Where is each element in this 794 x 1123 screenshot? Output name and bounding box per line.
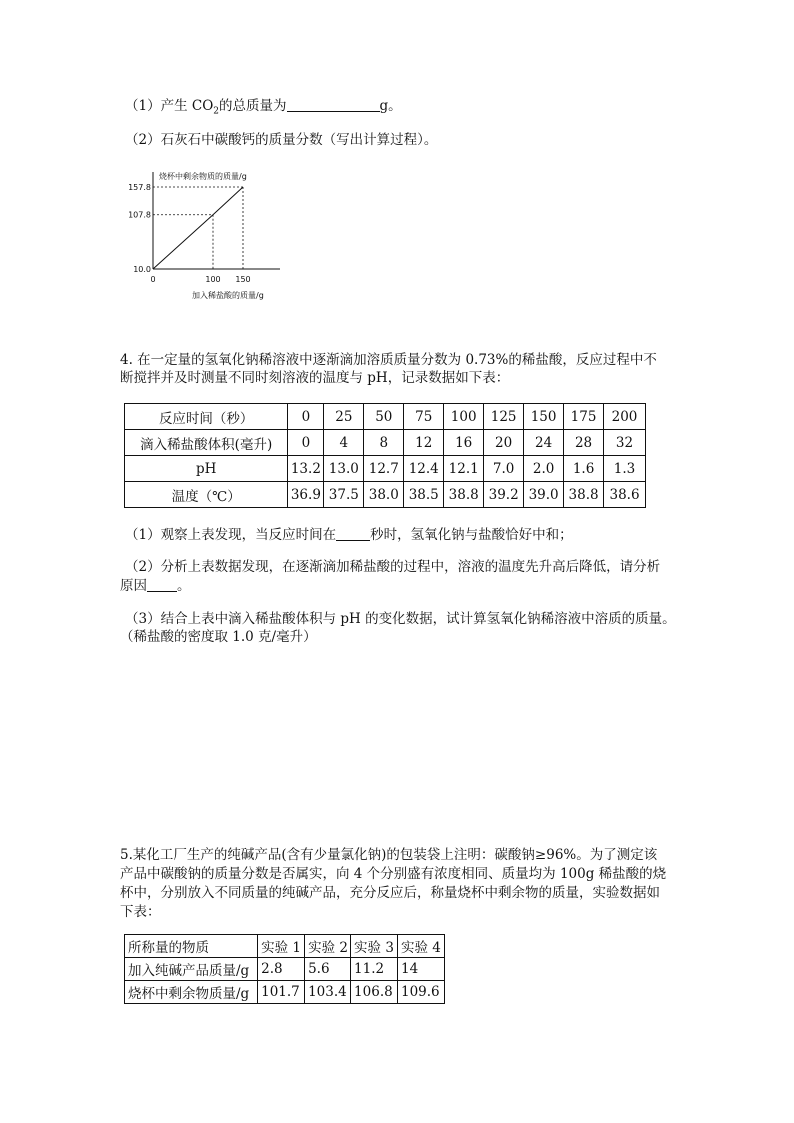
table-cell: 20	[484, 430, 524, 456]
q3-part1	[125, 96, 402, 122]
q4-sub3-line1: （3）结合上表中滴入稀盐酸体积与 pH 的变化数据，试计算氢氧化钠稀溶液中溶质的质量。	[125, 611, 676, 627]
reaction-data-table	[124, 403, 646, 508]
table-cell: 0	[288, 430, 324, 456]
row-label: 滴入稀盐酸体积(毫升)	[125, 430, 288, 456]
q5-line1: 5.某化工厂生产的纯碱产品(含有少量氯化钠)的包装袋上注明：碳酸钠≥96%。为了测定该	[120, 847, 658, 863]
q4-time-blank[interactable]	[336, 526, 370, 541]
table-cell: 2.0	[524, 456, 564, 482]
q4-sub2-line1: （2）分析上表数据发现，在逐渐滴加稀盐酸的过程中，溶液的温度先升高后降低，请分析	[125, 559, 661, 575]
x-axis-label: 加入稀盐酸的质量/g	[192, 291, 264, 300]
q3-part1-unit: g。	[379, 98, 402, 114]
table-cell: 4	[324, 430, 364, 456]
q3-part1-prefix: （1）产生 CO	[125, 98, 214, 114]
table-cell: 200	[604, 404, 646, 430]
q4-reason-blank[interactable]	[147, 577, 177, 592]
header-cell: 实验 3	[351, 935, 398, 958]
q4-intro-line2: 断搅拌并及时测量不同时刻溶液的温度与 pH，记录数据如下表：	[120, 370, 510, 386]
table-cell: 50	[364, 404, 404, 430]
table-cell: 12.4	[404, 456, 444, 482]
q4-sub3-line2: （稀盐酸的密度取 1.0 克/毫升）	[120, 629, 317, 645]
table-cell: 38.8	[564, 482, 604, 508]
x-tick-label: 150	[235, 275, 251, 284]
table-row	[125, 430, 646, 456]
table-cell: 38.5	[404, 482, 444, 508]
table-cell: 24	[524, 430, 564, 456]
row-label: 反应时间（秒）	[125, 404, 288, 430]
table-cell: 109.6	[398, 981, 445, 1004]
table-cell: 38.8	[444, 482, 484, 508]
table-cell: 125	[484, 404, 524, 430]
q3-part2: （2）石灰石中碳酸钙的质量分数（写出计算过程）。	[125, 132, 438, 148]
q4-sub2-suffix: 。	[177, 578, 191, 594]
table-cell: 2.8	[258, 958, 305, 981]
table-cell: 103.4	[305, 981, 351, 1004]
x-tick-label: 0	[150, 275, 156, 284]
y-axis-label: 烧杯中剩余物质的质量/g	[159, 172, 247, 181]
header-cell: 实验 2	[305, 935, 351, 958]
table-cell: 8	[364, 430, 404, 456]
row-label: 加入纯碱产品质量/g	[125, 958, 258, 981]
row-label: 温度（℃）	[125, 482, 288, 508]
q5-line3: 杯中，分别放入不同质量的纯碱产品，充分反应后，称量烧杯中剩余物的质量，实验数据如	[120, 885, 660, 901]
table-cell: 13.0	[324, 456, 364, 482]
table-cell: 75	[404, 404, 444, 430]
table-cell: 37.5	[324, 482, 364, 508]
table-cell: 38.6	[604, 482, 646, 508]
table-row	[125, 404, 646, 430]
row-label: 烧杯中剩余物质量/g	[125, 981, 258, 1004]
table-cell: 28	[564, 430, 604, 456]
q4-sub2-prefix: 原因	[120, 578, 147, 594]
y-tick-label: 107.8	[128, 210, 151, 220]
table-cell: 7.0	[484, 456, 524, 482]
table-cell: 106.8	[351, 981, 398, 1004]
table-row	[125, 958, 445, 981]
header-cell: 实验 1	[258, 935, 305, 958]
row-label: pH	[125, 456, 288, 482]
x-tick-label: 100	[205, 275, 221, 284]
q4-sub1	[125, 525, 573, 545]
table-cell: 32	[604, 430, 646, 456]
q3-answer-blank[interactable]	[287, 97, 380, 112]
q3-part1-subscript: 2	[213, 106, 220, 117]
table-row	[125, 981, 445, 1004]
y-tick-label: 157.8	[128, 183, 151, 192]
table-cell: 101.7	[258, 981, 305, 1004]
q4-sub1-suffix: 秒时，氢氧化钠与盐酸恰好中和；	[370, 527, 573, 543]
y-tick-label: 10.0	[133, 265, 151, 274]
header-cell: 实验 4	[398, 935, 445, 958]
q5-line4: 下表：	[120, 904, 161, 920]
q3-part1-middle: 的总质量为	[219, 98, 287, 114]
table-cell: 39.0	[524, 482, 564, 508]
table-cell: 5.6	[305, 958, 351, 981]
q5-line2: 产品中碳酸钠的质量分数是否属实，向 4 个分别盛有浓度相同、质量均为 100g 稀盐酸的烧	[120, 866, 667, 882]
q4-sub1-prefix: （1）观察上表发现，当反应时间在	[125, 527, 337, 543]
table-cell: 12.1	[444, 456, 484, 482]
table-cell: 25	[324, 404, 364, 430]
table-cell: 14	[398, 958, 445, 981]
q4-sub2-line2	[120, 576, 191, 596]
table-cell: 12.7	[364, 456, 404, 482]
table-cell: 16	[444, 430, 484, 456]
table-cell: 150	[524, 404, 564, 430]
table-cell: 1.3	[604, 456, 646, 482]
header-cell: 所称量的物质	[125, 935, 258, 958]
table-cell: 11.2	[351, 958, 398, 981]
series-line	[153, 187, 243, 269]
table-cell: 100	[444, 404, 484, 430]
table-cell: 13.2	[288, 456, 324, 482]
table-header-row	[125, 935, 445, 958]
table-cell: 0	[288, 404, 324, 430]
table-cell: 1.6	[564, 456, 604, 482]
q4-intro-line1: 4. 在一定量的氢氧化钠稀溶液中逐渐滴加溶质质量分数为 0.73%的稀盐酸，反应过程中不	[120, 352, 657, 368]
table-row	[125, 482, 646, 508]
table-cell: 39.2	[484, 482, 524, 508]
table-cell: 36.9	[288, 482, 324, 508]
mass-chart	[120, 160, 300, 305]
table-cell: 38.0	[364, 482, 404, 508]
table-row	[125, 456, 646, 482]
table-cell: 175	[564, 404, 604, 430]
experiment-data-table	[124, 934, 445, 1004]
table-cell: 12	[404, 430, 444, 456]
